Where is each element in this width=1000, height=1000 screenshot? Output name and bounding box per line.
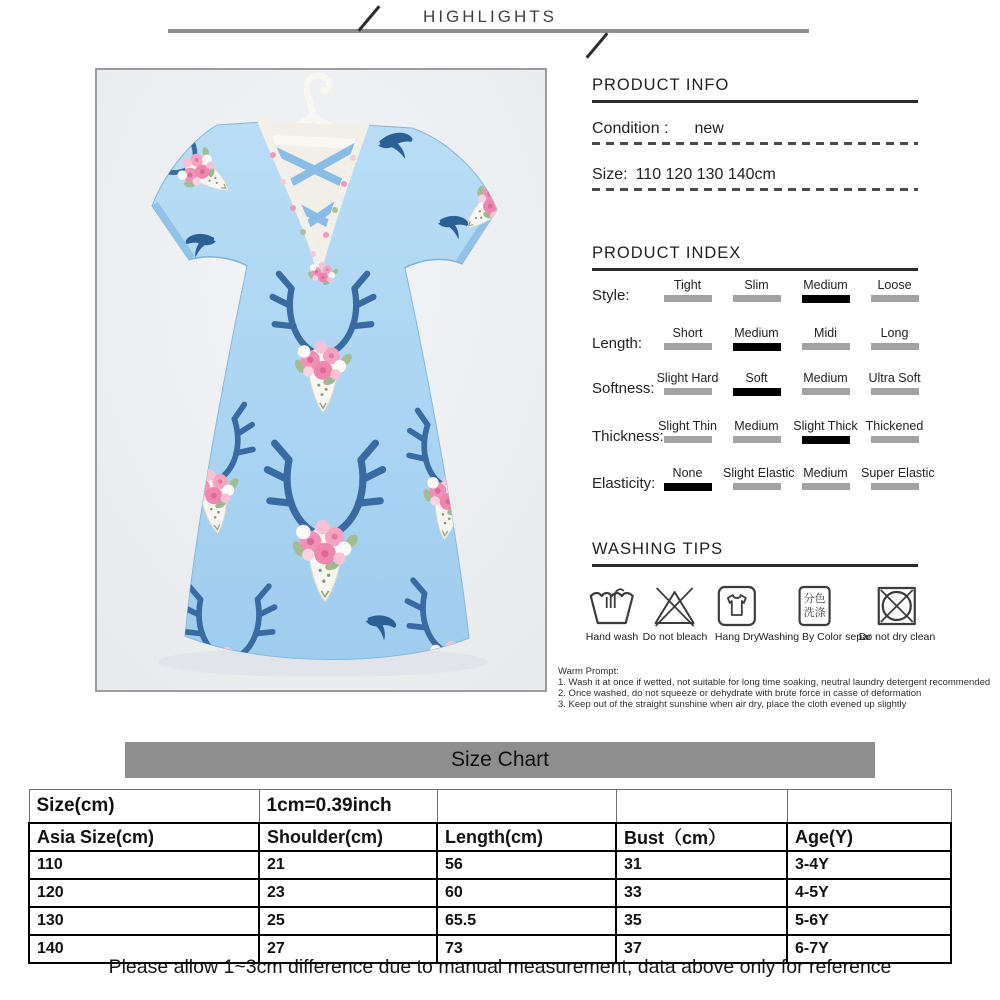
option-bar [871,343,919,350]
index-option: Medium [792,466,859,491]
empty-cell [437,790,616,824]
measurement-note: Please allow 1~3cm difference due to manual measurement, data above only for reference [108,956,892,978]
header-slash-right [586,32,609,58]
index-option: Slim [723,278,790,303]
do-not-bleach-icon [652,584,698,628]
index-option: Soft [723,371,790,396]
option-bar-selected [802,295,850,303]
option-bar [733,295,781,302]
option-bar [871,483,919,490]
warm-prompt [558,666,996,710]
dashed-underline [592,188,918,191]
index-row-elasticity [592,466,937,500]
do-not-dry-clean-icon [874,584,920,628]
warm-prompt-title: Warm Prompt: [558,666,619,677]
index-option: Medium [792,371,859,396]
svg-text:洗涤: 洗涤 [803,607,826,619]
index-option: Super Elastic [861,466,928,491]
cell: 56 [437,851,616,879]
index-option: Slight Thick [792,419,859,444]
size-row [592,166,918,191]
option-bar [871,295,919,302]
index-row-length [592,326,937,360]
option-bar [664,388,712,395]
index-option: Medium [792,278,859,303]
index-option: Long [861,326,928,351]
index-row-label: Elasticity: [592,475,656,492]
product-index-title: PRODUCT INDEX [592,244,918,271]
cell: 27 [259,935,437,963]
index-row-label: Style: [592,287,630,304]
empty-cell [616,790,787,824]
hand-wash-icon [589,584,635,628]
option-bar-selected [664,483,712,491]
size-chart-table [28,789,952,964]
option-bar [664,436,712,443]
index-option: Short [654,326,721,351]
wash-item-hang-dry: Hang Dry [715,584,759,643]
index-row-thickness [592,419,937,453]
index-option: Slight Hard [654,371,721,396]
header-divider-line [168,29,809,33]
cell: 33 [616,879,787,907]
washing-icons-row [585,584,992,646]
cell: 37 [616,935,787,963]
table-header-row [29,823,951,851]
wash-item-hand-wash: Hand wash [586,584,639,643]
index-option: Slight Thin [654,419,721,444]
option-bar [733,483,781,490]
size-chart-banner: Size Chart [125,742,875,778]
index-row-label: Thickness: [592,428,664,445]
option-bar-selected [733,388,781,396]
cell: 31 [616,851,787,879]
hang-dry-icon [715,584,759,628]
index-option: None [654,466,721,491]
cell: 21 [259,851,437,879]
cell: 130 [29,907,259,935]
warm-prompt-line: 2. Once washed, do not squeeze or dehydrate with brute force in casse of deformation [558,688,922,699]
option-bar [871,388,919,395]
warm-prompt-line: 1. Wash it at once if wetted, not suitable for long time soaking, neutral laundry detergent recommended [558,677,991,688]
index-option: Loose [861,278,928,303]
index-row-style [592,278,937,312]
cell: 65.5 [437,907,616,935]
condition-label: Condition : [592,120,669,137]
table-row-unit [29,790,951,824]
svg-text:分色: 分色 [803,593,826,605]
size-label: Size: [592,166,628,183]
option-bar [802,388,850,395]
option-bar-selected [733,343,781,351]
product-photo [95,68,547,692]
index-option: Tight [654,278,721,303]
index-row-label: Length: [592,335,643,352]
table-row [29,851,951,879]
warm-prompt-line: 3. Keep out of the straight sunshine when air dry, place the cloth evened up slightly [558,699,907,710]
condition-row [592,120,918,145]
unit-value-cell: 1cm=0.39inch [259,790,437,824]
header-cell: Bust（cm） [616,823,787,851]
cell: 35 [616,907,787,935]
index-option: Thickened [861,419,928,444]
option-bar [664,295,712,302]
cell: 73 [437,935,616,963]
index-row-label: Softness: [592,380,655,397]
cell: 3-4Y [787,851,951,879]
cell: 5-6Y [787,907,951,935]
wash-item-wash-by-color: 分色 洗涤 Washing By Color separ [759,584,872,643]
option-bar [871,436,919,443]
cell: 4-5Y [787,879,951,907]
table-row [29,879,951,907]
cell: 120 [29,879,259,907]
cell: 25 [259,907,437,935]
header-cell: Asia Size(cm) [29,823,259,851]
empty-cell [787,790,951,824]
cell: 23 [259,879,437,907]
header-slash-left [358,5,381,31]
table-row [29,907,951,935]
index-option: Medium [723,326,790,351]
option-bar [664,343,712,350]
header-cell: Shoulder(cm) [259,823,437,851]
washing-tips-title: WASHING TIPS [592,540,918,567]
index-row-softness [592,371,937,405]
option-bar [802,343,850,350]
wash-item-do-not-bleach: Do not bleach [643,584,708,643]
condition-value: new [694,120,724,137]
index-option: Midi [792,326,859,351]
unit-label-cell: Size(cm) [29,790,259,824]
cell: 140 [29,935,259,963]
header-cell: Age(Y) [787,823,951,851]
dashed-underline [592,142,918,145]
product-info-title: PRODUCT INFO [592,76,918,103]
size-value: 110 120 130 140cm [635,166,776,183]
cell: 6-7Y [787,935,951,963]
option-bar [733,436,781,443]
option-bar-selected [802,436,850,444]
header-cell: Length(cm) [437,823,616,851]
cell: 60 [437,879,616,907]
cell: 110 [29,851,259,879]
wash-item-do-not-dry-clean: Do not dry clean [859,584,935,643]
index-option: Ultra Soft [861,371,928,396]
wash-by-color-icon [795,584,835,628]
dress-photo-illustration [97,70,545,690]
index-option: Slight Elastic [723,466,790,491]
option-bar [802,483,850,490]
page-title: HIGHLIGHTS [423,7,557,26]
index-option: Medium [723,419,790,444]
